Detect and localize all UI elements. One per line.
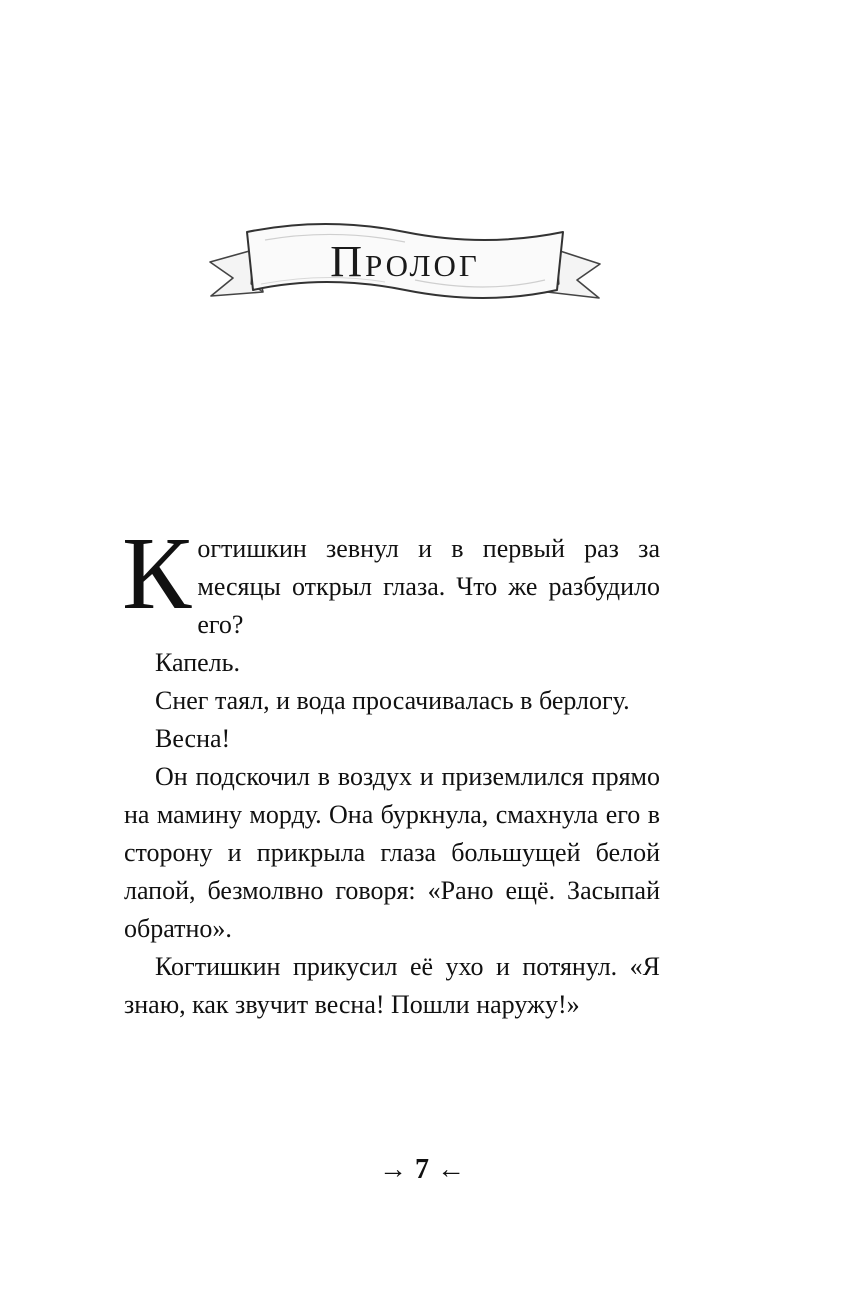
paragraph: Капель. bbox=[155, 648, 240, 677]
body-text bbox=[122, 516, 660, 1024]
paragraph-first bbox=[122, 516, 660, 644]
paragraph-first-text: огтишкин зевнул и в первый раз за месяцы открыл глаза. Что же разбудило его? bbox=[197, 534, 660, 639]
left-arrow-ornament-icon: → bbox=[379, 1154, 407, 1185]
paragraph: Снег таял, и вода просачивалась в берлогу. bbox=[155, 686, 630, 715]
paragraph: Весна! bbox=[155, 724, 231, 753]
chapter-title: Пролог bbox=[330, 237, 480, 286]
page-number: 7 bbox=[415, 1154, 429, 1185]
paragraph: Он подскочил в воздух и приземлился прямо на мамину морду. Она буркнула, смахнула его в сторону и прикрыла глаза большущей белой лапой, безмолвно говоря: «Рано ещё. Засыпай обратно». bbox=[124, 762, 660, 943]
chapter-banner bbox=[205, 210, 605, 325]
right-arrow-ornament-icon: ← bbox=[437, 1154, 465, 1185]
page-number-footer bbox=[0, 1150, 844, 1190]
drop-cap: К bbox=[122, 516, 192, 631]
paragraph: Когтишкин прикусил её ухо и потянул. «Я знаю, как звучит весна! Пошли наружу!» bbox=[124, 952, 660, 1019]
